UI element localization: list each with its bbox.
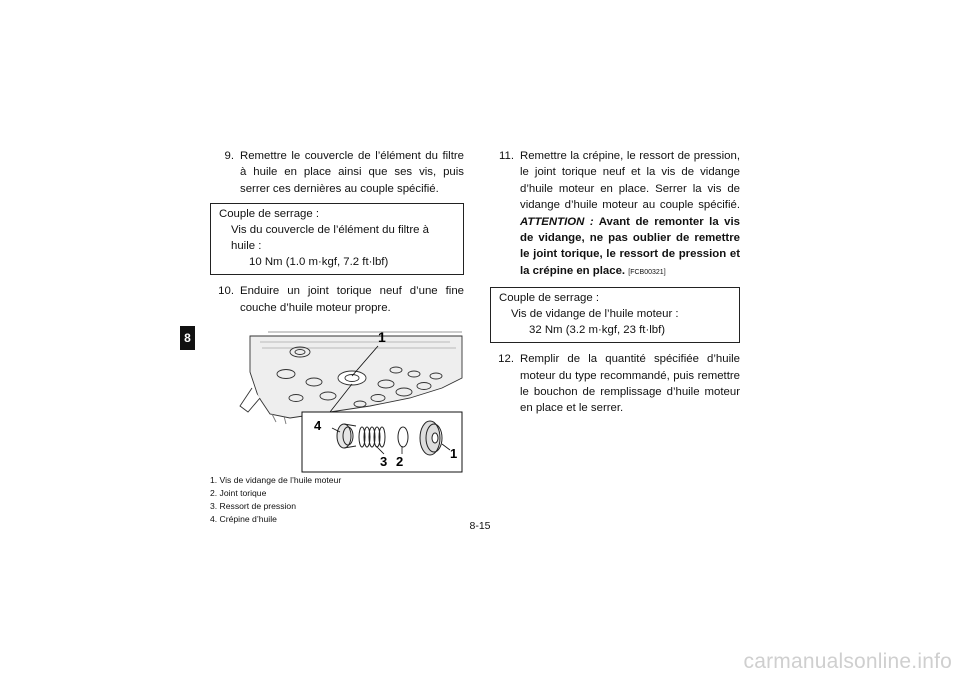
attention-text: Avant de remonter la vis de vidange, ne pas oublier de remettre le joint torique, le ressort de pression et la crépine en place.	[520, 215, 740, 277]
chapter-tab: 8	[180, 326, 195, 350]
caption-item: 3. Ressort de pression	[210, 501, 296, 512]
callout-label: 1	[378, 329, 386, 346]
callout-label: 3	[380, 454, 388, 470]
figure-captions	[210, 474, 464, 526]
callout-label: 4	[314, 418, 322, 434]
step-10	[210, 283, 464, 316]
engine-underside-drawing	[210, 326, 464, 474]
torque-box-heading: Couple de serrage :	[219, 208, 320, 221]
warning-code: [FCB00321]	[628, 268, 666, 276]
step-text: Remettre la crépine, le ressort de pression, le joint torique neuf et la vis de vidange d’huile moteur en place. Serrer la vis de vidange d’huile moteur au couple spécifié.	[520, 150, 740, 212]
attention-label: ATTENTION :	[520, 215, 594, 228]
step-number: 12.	[498, 353, 514, 366]
step-12	[490, 351, 740, 417]
torque-box-item: Vis de vidange de l’huile moteur :	[511, 308, 679, 321]
caption-item: 4. Crépine d’huile	[210, 514, 277, 525]
watermark: carmanualsonline.info	[743, 650, 952, 673]
step-text: Remettre le couvercle de l’élément du filtre à huile en place ainsi que ses vis, puis serrer ces dernières au couple spécifié.	[240, 150, 464, 195]
step-number: 9.	[224, 150, 234, 162]
torque-box-value: 32 Nm (3.2 m·kgf, 23 ft·lbf)	[529, 324, 666, 337]
caption-item: 1. Vis de vidange de l’huile moteur	[210, 475, 342, 486]
step-text: Enduire un joint torique neuf d’une fine couche d’huile moteur propre.	[240, 285, 464, 314]
step-text: Remplir de la quantité spécifiée d’huile moteur du type recommandé, puis remettre le bouchon de remplissage d’huile moteur en place et le serrer.	[520, 353, 740, 415]
torque-box-item: Vis du couvercle de l’élément du filtre à huile :	[231, 224, 429, 253]
torque-box-value: 10 Nm (1.0 m·kgf, 7.2 ft·lbf)	[249, 256, 389, 269]
right-column	[490, 148, 740, 417]
torque-spec-box-cover-bolt	[210, 203, 464, 275]
torque-box-heading: Couple de serrage :	[499, 292, 600, 305]
torque-spec-box-drain-bolt	[490, 287, 740, 343]
attention-notice	[520, 216, 740, 277]
page-number: 8-15	[469, 520, 491, 532]
step-number: 11.	[499, 150, 514, 162]
step-9	[210, 148, 464, 197]
step-number: 10.	[218, 285, 234, 298]
callout-label: 1	[450, 446, 458, 462]
callout-label: 2	[396, 454, 404, 470]
step-11	[490, 148, 740, 281]
left-column	[210, 148, 464, 526]
drain-bolt-illustration	[210, 326, 464, 474]
caption-item: 2. Joint torique	[210, 488, 267, 499]
